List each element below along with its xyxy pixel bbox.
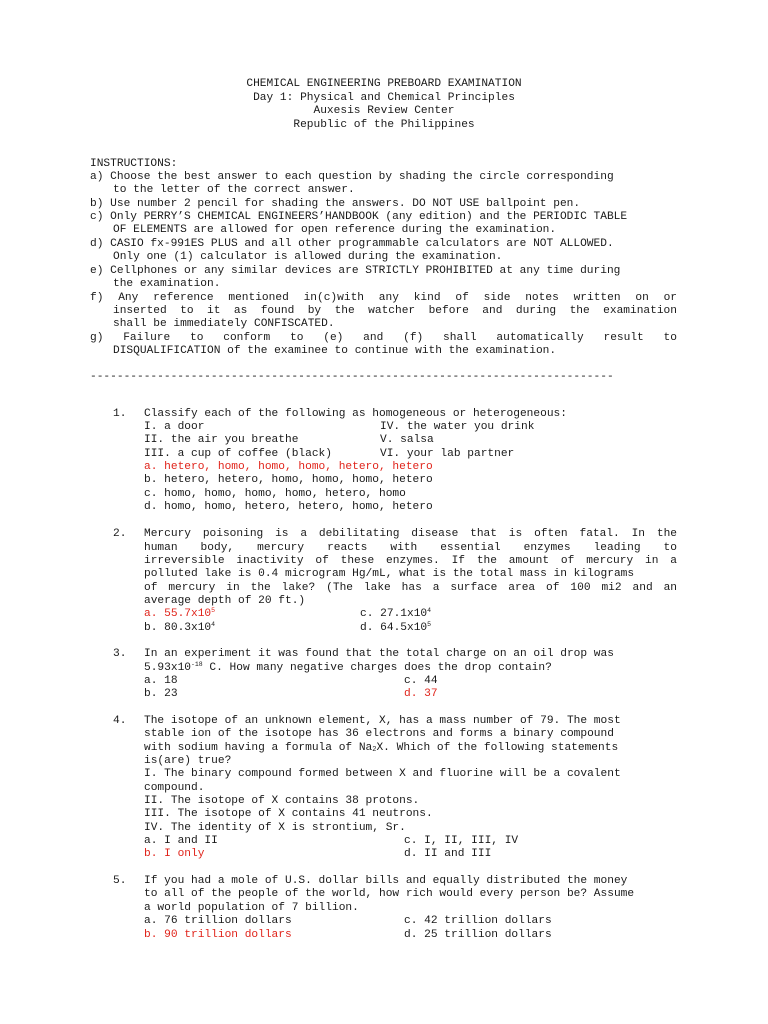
choice-a-answer	[144, 608, 215, 621]
choice-b	[144, 622, 215, 635]
statement-iv: IV. The identity of X is strontium, Sr.	[144, 822, 406, 834]
question-number: 2.	[113, 528, 127, 540]
choice-c: c. I, II, III, IV	[404, 835, 519, 847]
choice-b-answer: b. 90 trillion dollars	[144, 929, 292, 941]
instruction-a: a) Choose the best answer to each question by shading the circle corresponding	[90, 171, 614, 183]
question-stem: stable ion of the isotope has 36 electrons and forms a binary compound	[144, 728, 614, 740]
choice-d-answer: d. 37	[404, 688, 438, 700]
item-iv: IV. the water you drink	[380, 421, 535, 433]
choice-d: d. 25 trillion dollars	[404, 929, 552, 941]
instruction-c-cont: OF ELEMENTS are allowed for open reference during the examination.	[113, 224, 557, 236]
stem-base: 5.93x10	[144, 662, 191, 674]
choice-d	[360, 622, 431, 635]
choice-base: c. 27.1x10	[360, 608, 428, 620]
stem-exponent: -18	[191, 661, 203, 668]
question-number: 1.	[113, 408, 127, 420]
choice-base: d. 64.5x10	[360, 622, 428, 634]
stem-post: X. Which of the following statements	[376, 742, 619, 754]
question-stem: The isotope of an unknown element, X, has a mass number of 79. The most	[144, 715, 621, 727]
item-v: V. salsa	[380, 434, 434, 446]
instruction-e-cont: the examination.	[113, 278, 221, 290]
instruction-b: b) Use number 2 pencil for shading the answers. DO NOT USE ballpoint pen.	[90, 198, 581, 210]
question-stem: human body, mercury reacts with essential enzymes leading to	[144, 542, 677, 554]
question-stem: a world population of 7 billion.	[144, 902, 359, 914]
choice-d: d. homo, homo, hetero, hetero, homo, hetero	[144, 501, 433, 513]
item-i: I. a door	[144, 421, 205, 433]
choice-a: a. 76 trillion dollars	[144, 915, 292, 927]
country: Republic of the Philippines	[293, 119, 475, 131]
statement-i-cont: compound.	[144, 782, 205, 794]
instruction-a-cont: to the letter of the correct answer.	[113, 184, 355, 196]
choice-c: c. 42 trillion dollars	[404, 915, 552, 927]
choice-a: a. I and II	[144, 835, 218, 847]
instruction-d: d) CASIO fx-991ES PLUS and all other programmable calculators are NOT ALLOWED.	[90, 238, 614, 250]
question-stem: irreversible inactivity of these enzymes. If the amount of mercury in a	[144, 555, 677, 567]
item-vi: VI. your lab partner	[380, 448, 515, 460]
instruction-d-cont: Only one (1) calculator is allowed during the examination.	[113, 251, 503, 263]
question-stem	[144, 742, 618, 755]
choice-base: a. 55.7x10	[144, 608, 212, 620]
choice-exponent: 5	[427, 621, 432, 628]
exam-title: CHEMICAL ENGINEERING PREBOARD EXAMINATION	[246, 78, 522, 90]
instructions-heading: INSTRUCTIONS:	[90, 158, 178, 170]
question-stem: If you had a mole of U.S. dollar bills and equally distributed the money	[144, 875, 628, 887]
choice-c: c. 44	[404, 675, 438, 687]
choice-exponent: 5	[211, 607, 216, 614]
item-ii: II. the air you breathe	[144, 434, 299, 446]
instruction-c: c) Only PERRY’S CHEMICAL ENGINEERS’HANDBOOK (any edition) and the PERIODIC TABLE	[90, 211, 628, 223]
choice-b-answer: b. I only	[144, 848, 205, 860]
question-stem: is(are) true?	[144, 755, 232, 767]
separator-line: ------------------------------------------------------------------------------	[90, 371, 614, 383]
choice-c: c. homo, homo, homo, homo, hetero, homo	[144, 488, 406, 500]
question-stem: Mercury poisoning is a debilitating disease that is often fatal. In the	[144, 528, 677, 540]
choice-b: b. hetero, hetero, homo, homo, homo, hetero	[144, 474, 433, 486]
question-stem: average depth of 20 ft.)	[144, 595, 306, 607]
instruction-e: e) Cellphones or any similar devices are STRICTLY PROHIBITED at any time during	[90, 265, 621, 277]
choice-base: b. 80.3x10	[144, 622, 212, 634]
choice-a-answer: a. hetero, homo, homo, homo, hetero, hetero	[144, 461, 433, 473]
choice-exponent: 4	[427, 607, 432, 614]
instruction-f-cont2: shall be immediately CONFISCATED.	[113, 318, 335, 330]
question-stem: In an experiment it was found that the total charge on an oil drop was	[144, 648, 614, 660]
review-center: Auxesis Review Center	[313, 105, 455, 117]
statement-i: I. The binary compound formed between X and fluorine will be a covalent	[144, 768, 621, 780]
stem-subscript: 2	[372, 746, 377, 754]
stem-rest: C. How many negative charges does the drop contain?	[202, 662, 552, 674]
statement-ii: II. The isotope of X contains 38 protons.	[144, 795, 420, 807]
statement-iii: III. The isotope of X contains 41 neutrons.	[144, 808, 433, 820]
question-stem	[144, 662, 552, 675]
stem-pre: with sodium having a formula of Na	[144, 742, 373, 754]
choice-d: d. II and III	[404, 848, 492, 860]
instruction-f: f) Any reference mentioned in(c)with any kind of side notes written on or	[90, 292, 677, 304]
question-stem: to all of the people of the world, how rich would every person be? Assume	[144, 888, 635, 900]
instruction-f-cont: inserted to it as found by the watcher before and during the examination	[113, 305, 677, 317]
question-number: 4.	[113, 715, 127, 727]
item-iii: III. a cup of coffee (black)	[144, 448, 332, 460]
question-number: 3.	[113, 648, 127, 660]
question-stem: of mercury in the lake? (The lake has a surface area of 100 mi2 and an	[144, 582, 677, 594]
choice-b: b. 23	[144, 688, 178, 700]
instruction-g-cont: DISQUALIFICATION of the examinee to continue with the examination.	[113, 345, 557, 357]
exam-day: Day 1: Physical and Chemical Principles	[253, 92, 515, 104]
instruction-g: g) Failure to conform to (e) and (f) shall automatically result to	[90, 332, 677, 344]
choice-exponent: 4	[211, 621, 216, 628]
question-stem: polluted lake is 0.4 microgram Hg/mL, what is the total mass in kilograms	[144, 568, 635, 580]
question-stem: Classify each of the following as homogeneous or heterogeneous:	[144, 408, 567, 420]
choice-c	[360, 608, 431, 621]
question-number: 5.	[113, 875, 127, 887]
choice-a: a. 18	[144, 675, 178, 687]
